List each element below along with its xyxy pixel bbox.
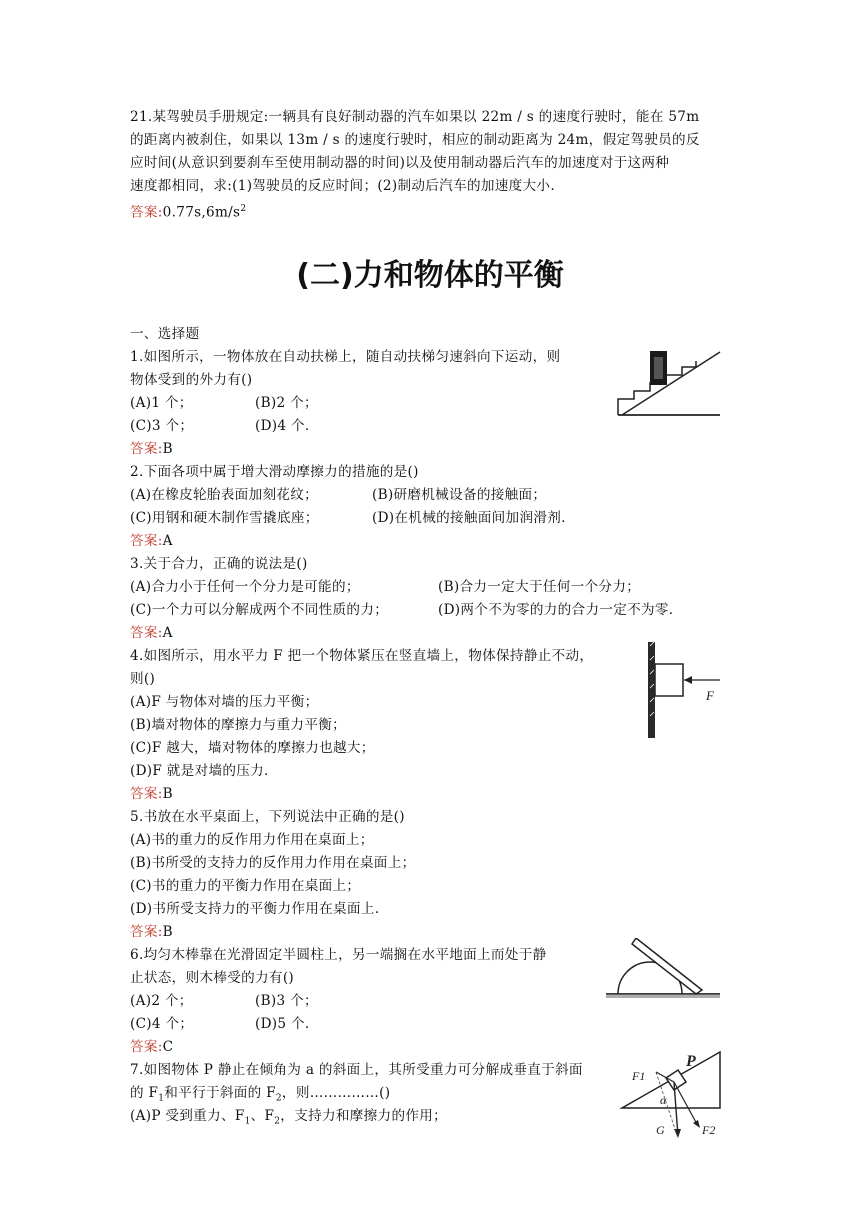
q4-line-1: 4.如图所示，用水平力 F 把一个物体紧压在竖直墙上，物体保持静止不动， [130,648,594,664]
q5-option-a: (A)书的重力的反作用力作用在桌面上； [130,832,374,848]
q6-option-c: (C)4 个； [130,1016,194,1032]
q21-line-2: 的距离内被刹住，如果以 13m / s 的速度行驶时，相应的制动距离为 24m，假定驾驶员的反 [130,132,700,148]
q4-option-c: (C)F 越大，墙对物体的摩擦力也越大； [130,740,375,756]
f2-vector [674,1082,698,1126]
q3-line-1: 3.关于合力，正确的说法是() [130,556,308,572]
answer-value: A [162,625,173,641]
q3-option-d: (D)两个不为零的力的合力一定不为零. [438,602,674,618]
q2-option-d: (D)在机械的接触面间加润滑剂. [372,510,566,526]
answer-label: 答案: [130,625,163,641]
section-title: (二)力和物体的平衡 [296,258,564,293]
answer-label: 答案: [130,924,163,940]
q7-line-3 [130,1105,447,1133]
q7-line-2-part-c: ，则……………() [281,1085,391,1101]
answer-label: 答案: [130,1039,163,1055]
q7-line-2-sub-1: 1 [158,1093,165,1104]
q21-line-3: 应时间(从意识到要刹车至使用制动器的时间)以及使用制动器后汽车的加速度对于这两种 [130,155,670,171]
q2-line-1: 2.下面各项中属于增大滑动摩擦力的措施的是() [130,464,419,480]
q5-answer [130,921,173,943]
q3-option-a: (A)合力小于任何一个分力是可能的； [130,579,360,595]
q2-option-a: (A)在橡皮轮胎表面加刻花纹； [130,487,319,503]
q1-option-b: (B)2 个； [255,395,318,411]
answer-superscript: 2 [240,204,247,214]
q21-line-4: 速度都相同，求:(1)驾驶员的反应时间；(2)制动后汽车的加速度大小. [130,178,555,194]
label-g: G [656,1123,665,1137]
section-heading: 一、选择题 [130,326,200,342]
q5-option-c: (C)书的重力的平衡力作用在桌面上； [130,878,361,894]
q1-option-c: (C)3 个； [130,418,194,434]
incline-figure [616,1044,726,1144]
wooden-rod [632,938,702,994]
q1-option-a: (A)1 个； [130,395,193,411]
answer-value: B [162,441,173,457]
answer-label: 答案: [130,441,163,457]
q3-answer [130,622,173,644]
q2-option-b: (B)研磨机械设备的接触面； [372,487,547,503]
wall-block-figure [640,640,730,740]
q4-answer [130,783,173,805]
rod-cylinder-figure [604,938,724,1002]
q7-line-3-sub-2: 2 [274,1116,281,1127]
pressed-block [655,664,683,696]
q7-line-3-part-c: ，支持力和摩擦力的作用； [280,1108,448,1124]
answer-label: 答案: [130,204,163,221]
escalator-figure [612,347,724,419]
q4-line-2: 则() [130,671,156,687]
q3-option-b: (B)合力一定大于任何一个分力； [438,579,641,595]
q1-option-d: (D)4 个. [255,418,310,434]
answer-label: 答案: [130,786,163,802]
q7-line-1: 7.如图物体 P 静止在倾角为 a 的斜面上，其所受重力可分解成垂直于斜面 [130,1062,583,1078]
label-f2: F2 [702,1123,716,1137]
q6-line-2: 止状态，则木棒受的力有() [130,970,295,986]
q3-option-c: (C)一个力可以分解成两个不同性质的力； [130,602,389,618]
force-f-label: F [706,688,714,703]
gravity-vector [674,1082,678,1136]
q4-option-d: (D)F 就是对墙的压力. [130,763,269,779]
answer-value: B [162,786,173,802]
q5-option-b: (B)书所受的支持力的反作用力作用在桌面上； [130,855,416,871]
q6-option-d: (D)5 个. [255,1016,310,1032]
q2-answer [130,530,173,552]
q1-line-2: 物体受到的外力有() [130,372,253,388]
answer-value: B [162,924,173,940]
q6-option-a: (A)2 个； [130,993,193,1009]
q7-line-2-sub-2: 2 [275,1093,282,1104]
label-alpha: α [660,1093,667,1107]
q7-line-3-part-a: (A)P 受到重力、F [130,1108,245,1124]
q21-answer [130,198,246,224]
q7-line-3-sub-1: 1 [244,1116,251,1127]
q21-line-1: 21.某驾驶员手册规定:一辆具有良好制动器的汽车如果以 22m / s 的速度行驶时，能在 57m [130,109,700,125]
q1-answer [130,438,173,460]
q5-option-d: (D)书所受支持力的平衡力作用在桌面上. [130,901,380,917]
answer-label: 答案: [130,533,163,549]
q7-line-2-part-b: 和平行于斜面的 F [164,1085,276,1101]
q6-line-1: 6.均匀木棒靠在光滑固定半圆柱上，另一端搁在水平地面上而处于静 [130,947,547,963]
q4-option-b: (B)墙对物体的摩擦力与重力平衡； [130,717,347,733]
q5-line-1: 5.书放在水平桌面上，下列说法中正确的是() [130,809,405,825]
q4-option-a: (A)F 与物体对墙的压力平衡； [130,694,319,710]
label-f1: F1 [632,1069,646,1083]
answer-value: A [162,533,173,549]
q6-option-b: (B)3 个； [255,993,318,1009]
q7-line-2-part-a: 的 F [130,1085,159,1101]
label-p: P [686,1053,696,1070]
q1-line-1: 1.如图所示，一物体放在自动扶梯上，随自动扶梯匀速斜向下运动，则 [130,349,561,365]
answer-value: 0.77s,6m/s [162,204,241,221]
answer-value: C [162,1039,174,1055]
q2-option-c: (C)用钢和硬木制作雪撬底座； [130,510,319,526]
q7-line-3-part-b: 、F [250,1108,275,1124]
q6-answer [130,1036,173,1058]
